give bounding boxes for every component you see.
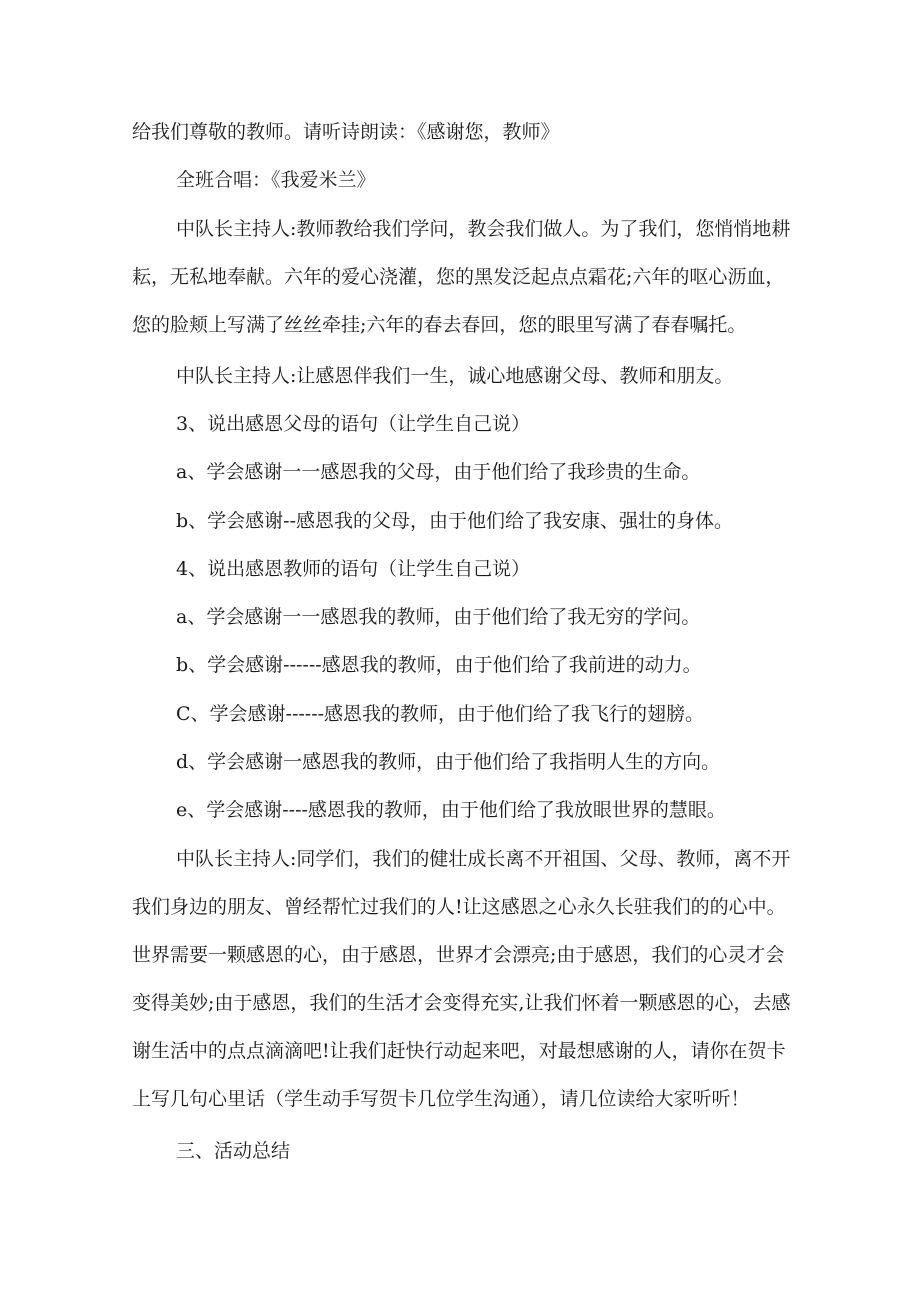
list-item-teachers-a: a、学会感谢一一感恩我的教师，由于他们给了我无穷的学问。 <box>176 606 701 628</box>
paragraph-host-closing: 中队长主持人:同学们，我们的健壮成长离不开祖国、父母、教师，离不开我们身边的朋友、曾经帮忙过我们的人!让这感恩之心永久长驻我们的的心中。世界需要一颗感恩的心，由于感恩，世界才会漂亮;由于感恩，我们的心灵才会变得美妙;由于感恩，我们的生活才会变得充实,让我们怀着一颗感恩的心，去感谢生活中的点点滴滴吧!让我们赶快行动起来吧，对最想感谢的人，请你在贺卡上写几句心里话（学生动手写贺卡几位学生沟通），请几位读给大家听听！ <box>132 848 791 1110</box>
list-item-parents-b: b、学会感谢--感恩我的父母，由于他们给了我安康、强壮的身体。 <box>176 510 734 532</box>
list-item-teachers-b: b、学会感谢------感恩我的教师，由于他们给了我前进的动力。 <box>176 654 702 676</box>
list-item-teachers-d: d、学会感谢一感恩我的教师，由于他们给了我指明人生的方向。 <box>176 751 721 773</box>
paragraph-host-gratitude: 中队长主持人:让感恩伴我们一生，诚心地感谢父母、教师和朋友。 <box>176 365 734 387</box>
paragraph-heading-parents: 3、说出感恩父母的语句（让学生自己说） <box>176 413 531 435</box>
section-heading-summary: 三、活动总结 <box>176 1140 291 1162</box>
paragraph-poem-reading: 给我们尊敬的教师。请听诗朗读：《感谢您，教师》 <box>132 121 560 143</box>
paragraph-heading-teachers: 4、说出感恩教师的语句（让学生自己说） <box>176 558 531 580</box>
list-item-teachers-e: e、学会感谢----感恩我的教师，由于他们给了我放眼世界的慧眼。 <box>176 799 726 821</box>
paragraph-class-chorus: 全班合唱：《我爱米兰》 <box>176 169 376 191</box>
list-item-parents-a: a、学会感谢一一感恩我的父母，由于他们给了我珍贵的生命。 <box>176 461 701 483</box>
list-item-teachers-c: C、学会感谢------感恩我的教师，由于他们给了我飞行的翅膀。 <box>176 703 705 725</box>
paragraph-host-teacher-tribute: 中队长主持人:教师教给我们学问，教会我们做人。为了我们，您悄悄地耕耘，无私地奉献。六年的爱心浇灌，您的黑发泛起点点霜花;六年的呕心沥血，您的脸颊上写满了丝丝牵挂;六年的春去春回，您的眼里写满了春春嘱托。 <box>132 218 791 336</box>
